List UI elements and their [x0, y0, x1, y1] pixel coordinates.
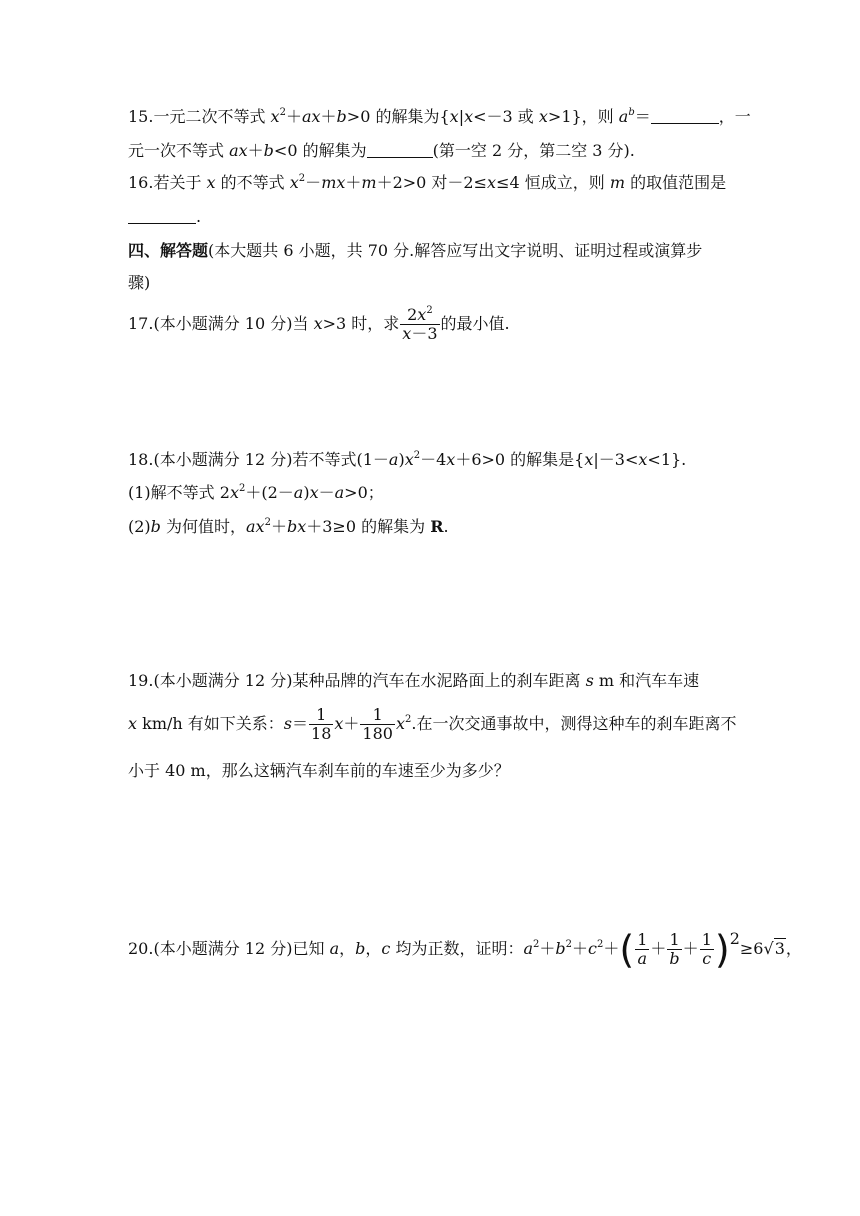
period: .	[196, 207, 202, 226]
var-a: a	[329, 939, 340, 958]
numerator: 1	[667, 931, 681, 950]
paren: )	[398, 450, 405, 469]
var-m: m	[609, 173, 625, 192]
q19-line-3	[128, 760, 738, 782]
var-a: a	[293, 483, 304, 502]
var-x: x	[270, 107, 280, 126]
part-label: (2)	[128, 517, 151, 536]
var-s: s	[585, 671, 594, 690]
plus-sign: ＋	[343, 714, 360, 733]
section-4-heading-cont	[128, 272, 738, 294]
var-x: x	[404, 450, 414, 469]
q16-text: 的不等式	[215, 173, 290, 192]
exponent: 2	[413, 450, 421, 461]
var-b: b	[336, 107, 347, 126]
sqrt-icon: √3	[763, 939, 785, 958]
q19-text: 小于 40 m，那么这辆汽车刹车前的车速至少为多少？	[128, 761, 510, 780]
q15-line-2	[128, 140, 738, 162]
var-x: x	[128, 714, 138, 733]
var-c: c	[588, 939, 597, 958]
exponent: 2	[238, 483, 246, 494]
var-x: x	[584, 450, 594, 469]
section-4-heading	[128, 240, 738, 262]
var-x: x	[206, 173, 216, 192]
paren: )	[303, 483, 310, 502]
answer-blank-2[interactable]	[367, 143, 433, 158]
outer-exponent: 2	[729, 929, 740, 948]
period: .	[443, 517, 449, 536]
q18-text: 18.(本小题满分 12 分)若不等式(1－	[128, 450, 389, 469]
fraction	[309, 706, 333, 743]
denominator: b	[669, 949, 680, 968]
exponent: 2	[565, 939, 573, 950]
q19-text: km/h 有如下关系：	[137, 714, 284, 733]
q20-text: 20.(本小题满分 12 分)已知	[128, 939, 330, 958]
q18-part2-text: ＋3≥0 的解集为	[306, 517, 431, 536]
var-a: a	[618, 107, 629, 126]
exponent: 2	[405, 714, 412, 725]
q15-text: 15.一元二次不等式	[128, 107, 271, 126]
q17-text: 的最小值.	[440, 314, 510, 333]
numerator: 1	[309, 706, 333, 725]
denominator	[400, 325, 439, 343]
answer-blank-1[interactable]	[651, 109, 719, 124]
section-description-cont: 骤)	[128, 273, 151, 292]
fraction	[360, 706, 395, 743]
q18-part1-text: ＋(2－	[245, 483, 294, 502]
ge-sign: ≥6	[739, 939, 764, 958]
q16-text: ≤4 恒成立，则	[496, 173, 610, 192]
q18-part-1	[128, 482, 738, 504]
denominator: c	[702, 949, 712, 968]
section-description: (本大题共 6 小题，共 70 分.解答应写出文字说明、证明过程或演算步	[208, 241, 703, 260]
q19-line-2	[128, 704, 738, 744]
q15-text: >0 的解集为{	[346, 107, 450, 126]
q20-text: 均为正数，证明：	[390, 939, 524, 958]
right-paren: )	[714, 927, 730, 972]
q18-text: －4	[420, 450, 447, 469]
q18-text: <1}.	[647, 450, 687, 469]
var-a: a	[388, 450, 399, 469]
var-s: s	[283, 714, 292, 733]
radicand: 3	[774, 939, 785, 958]
q15-line-1	[128, 106, 751, 128]
plus-sign: ＋	[572, 939, 589, 958]
var-x: x	[313, 314, 323, 333]
numerator: 1	[701, 930, 712, 949]
exponent: 2	[298, 173, 306, 184]
section-title: 四、解答题	[128, 241, 209, 260]
var-bx: bx	[286, 517, 307, 536]
fraction-a	[635, 931, 649, 968]
var-x: x	[446, 450, 456, 469]
numerator	[400, 306, 439, 325]
q18-text: |－3<	[593, 450, 639, 469]
var-c: c	[381, 939, 391, 958]
plus-sign: ＋	[650, 939, 667, 958]
var-x: x	[395, 714, 405, 733]
q18-line-1	[128, 449, 738, 471]
q19-text: m 和汽车车速	[593, 671, 700, 690]
q16-text: 的取值范围是	[625, 173, 727, 192]
numerator: 1	[360, 706, 395, 725]
exponent: 2	[279, 107, 286, 118]
q15-text: (第一空 2 分，第二空 3 分).	[432, 141, 635, 160]
q15-text: <－3 或	[473, 107, 539, 126]
var-x: x	[309, 483, 319, 502]
var-b: b	[263, 141, 274, 160]
var-x: x	[289, 173, 299, 192]
q18-part-2	[128, 516, 738, 538]
var-b: b	[555, 939, 566, 958]
q18-text: ＋6>0 的解集是{	[455, 450, 585, 469]
q15-text: <0 的解集为	[273, 141, 367, 160]
denominator: 180	[362, 724, 393, 743]
q16-line-2	[128, 206, 738, 228]
q18-part1-text: (1)解不等式 2	[128, 483, 230, 502]
var-ax: ax	[246, 517, 265, 536]
fraction-b	[667, 931, 681, 968]
q18-part1-text: >0；	[344, 483, 384, 502]
var-x: x	[487, 173, 497, 192]
q19-line-1	[128, 670, 738, 692]
exponent: 2	[426, 305, 433, 316]
q19-text: .在一次交通事故中，测得这种车的刹车距离不	[411, 714, 737, 733]
var-x: x	[229, 483, 239, 502]
denominator: 18	[311, 724, 332, 743]
q16-line-1	[128, 172, 738, 194]
comma: ，	[785, 939, 802, 958]
plus-sign: ＋	[539, 939, 556, 958]
var-x: x	[402, 324, 412, 343]
q16-text: 16.若关于	[128, 173, 207, 192]
plus-sign: ＋	[682, 939, 699, 958]
minus-sign: －	[318, 483, 335, 502]
set-bar: |	[458, 107, 465, 126]
plus-sign: ＋	[270, 517, 287, 536]
var-x: x	[449, 107, 459, 126]
q15-text: ，一	[718, 107, 751, 126]
coefficient: 2	[407, 305, 418, 324]
fraction-c	[700, 931, 714, 968]
exponent: 2	[597, 939, 604, 950]
denominator: a	[637, 949, 648, 968]
equals-sign: ＝	[634, 107, 651, 126]
plus-sign: ＋	[247, 141, 264, 160]
exponent: 2	[264, 517, 271, 528]
comma: ，	[365, 939, 382, 958]
var-m: m	[361, 173, 377, 192]
comma: ，	[339, 939, 356, 958]
var-a: a	[523, 939, 533, 958]
var-a: a	[334, 483, 345, 502]
q19-text: 19.(本小题满分 12 分)某种品牌的汽车在水泥路面上的刹车距离	[128, 671, 586, 690]
plus-sign: ＋	[285, 107, 302, 126]
fraction	[400, 306, 439, 343]
q17	[128, 304, 738, 344]
q18-part2-text: 为何值时，	[160, 517, 247, 536]
q15-text: 元一次不等式	[128, 141, 230, 160]
var-x: x	[538, 107, 548, 126]
plus-sign: ＋	[345, 173, 362, 192]
var-ax: ax	[301, 107, 321, 126]
q17-text: 17.(本小题满分 10 分)当	[128, 314, 314, 333]
left-paren: (	[619, 927, 635, 972]
q17-text: >3 时，求	[322, 314, 400, 333]
equals-sign: ＝	[292, 714, 309, 733]
q15-text: >1}，则	[547, 107, 619, 126]
q20	[128, 916, 802, 972]
var-x: x	[638, 450, 648, 469]
exponent-b: b	[628, 107, 635, 118]
minus-sign: －	[305, 173, 322, 192]
plus-sign: ＋	[603, 939, 620, 958]
exponent: 2	[533, 939, 540, 950]
q16-text: ＋2>0 对－2≤	[376, 173, 488, 192]
den-rest: －3	[411, 324, 438, 343]
answer-blank-3[interactable]	[128, 209, 196, 224]
plus-sign: ＋	[320, 107, 337, 126]
var-x: x	[464, 107, 474, 126]
var-x: x	[334, 714, 344, 733]
var-ax: ax	[229, 141, 248, 160]
var-b: b	[355, 939, 366, 958]
numerator: 1	[637, 930, 648, 949]
reals-symbol: R	[430, 517, 444, 536]
var-mx: mx	[321, 173, 346, 192]
var-b: b	[150, 517, 161, 536]
var-x: x	[417, 305, 427, 324]
